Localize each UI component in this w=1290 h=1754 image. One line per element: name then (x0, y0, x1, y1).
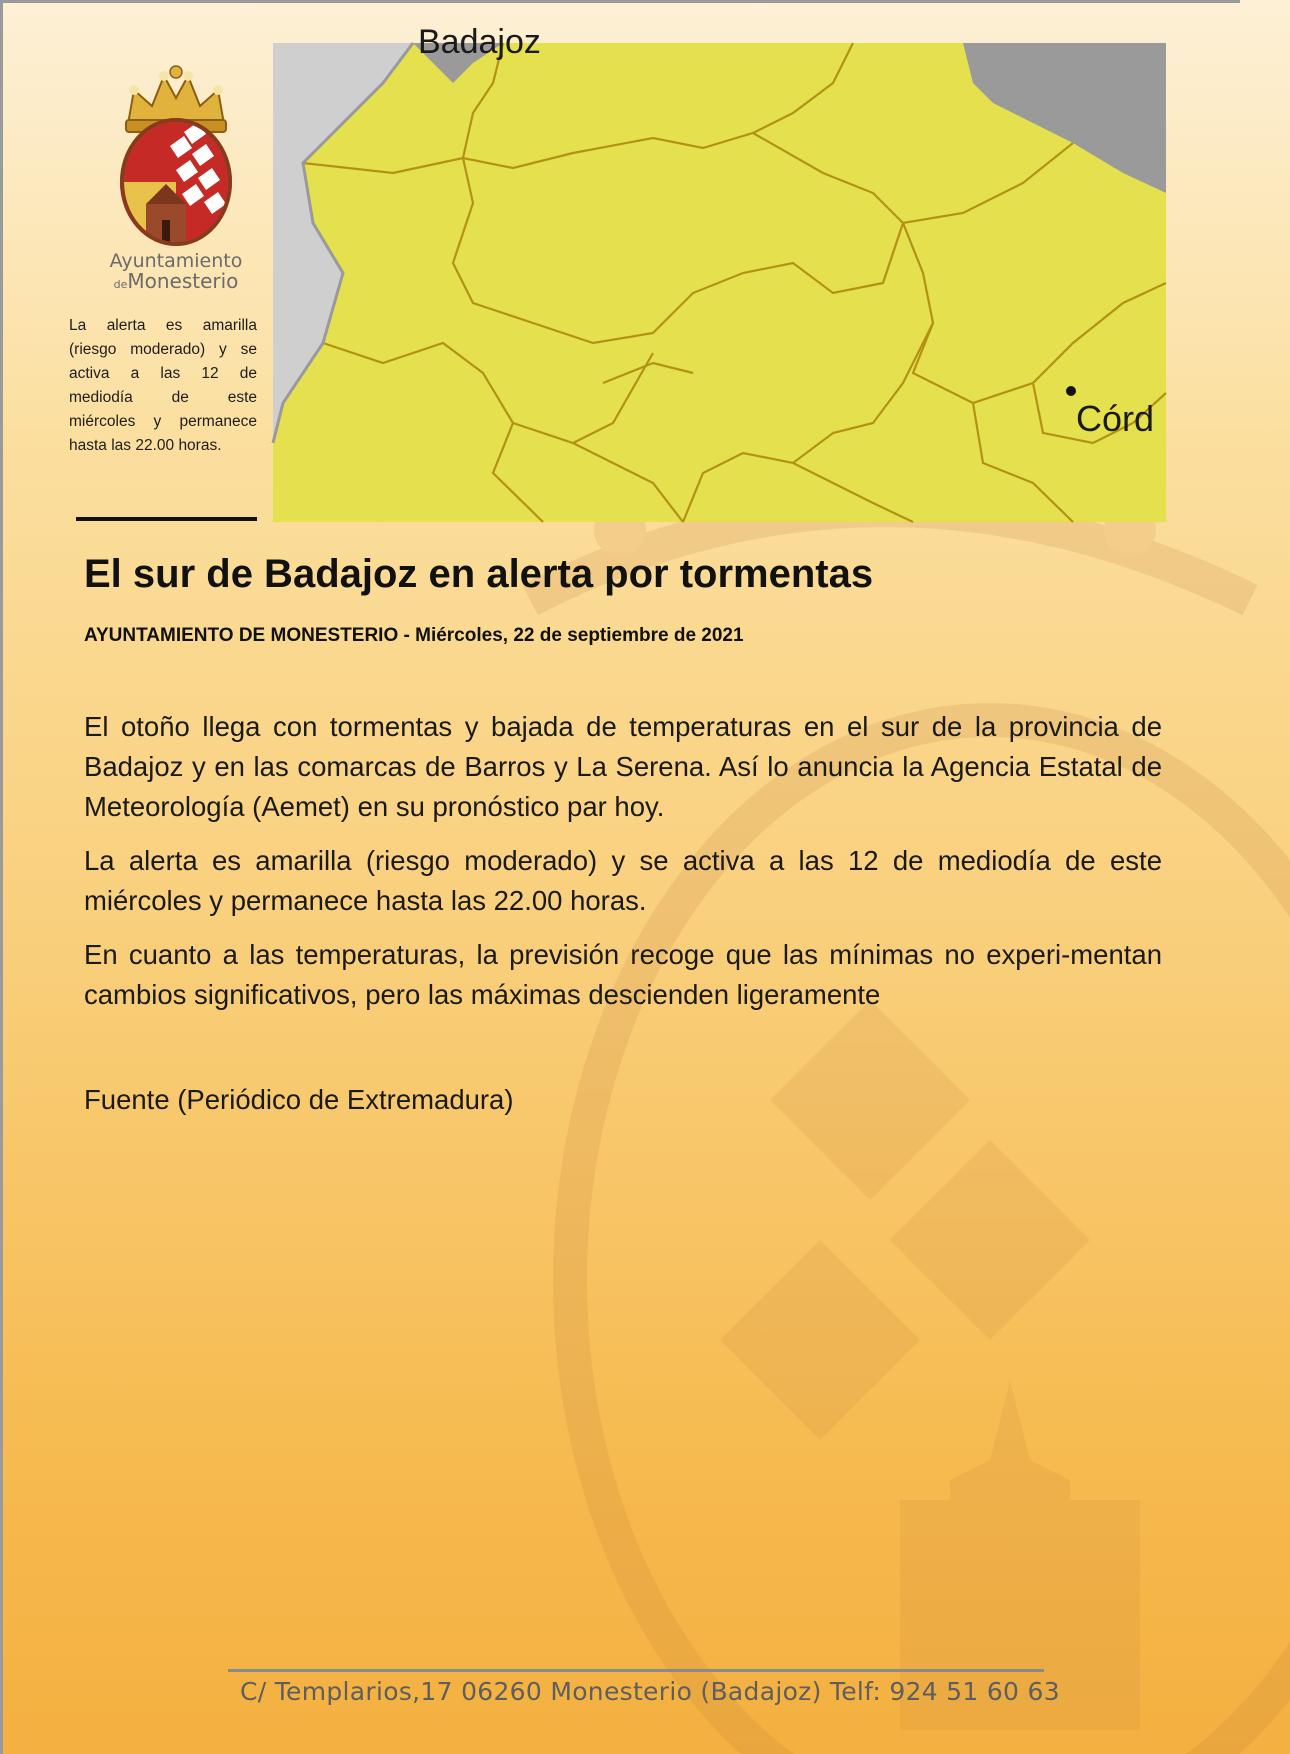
logo-text-ayuntamiento: Ayuntamiento (109, 250, 243, 272)
coat-of-arms-icon (106, 62, 246, 248)
article-paragraph: En cuanto a las temperaturas, la previsión recoge que las mínimas no experi-mentan cambios significativos, pero las máximas descienden ligeramente (84, 939, 1162, 1010)
footer-divider (228, 1669, 1044, 1672)
map-city-marker (1066, 386, 1076, 396)
article-body (84, 707, 1162, 1029)
footer-address: C/ Templarios,17 06260 Monesterio (Badajoz) Telf: 924 51 60 63 (240, 1677, 1060, 1706)
sidebar-alert-note: La alerta es amarilla (riesgo moderado) y se activa a las 12 de mediodía de este miércoles y permanece hasta las 22.00 horas. (69, 317, 257, 454)
municipality-logo (100, 62, 252, 291)
logo-text-town: Monesterio (127, 269, 239, 293)
article-title: El sur de Badajoz en alerta por tormentas (84, 552, 874, 596)
sidebar-divider (76, 517, 257, 521)
map-label-badajoz: Badajoz (418, 23, 541, 61)
logo-text-monesterio (100, 271, 252, 291)
article-source: Fuente (Periódico de Extremadura) (84, 1084, 514, 1115)
weather-alert-map (273, 23, 1166, 522)
article-paragraph: La alerta es amarilla (riesgo moderado) y se activa a las 12 de mediodía de este miércoles y permanece hasta las 22.00 horas. (84, 845, 1162, 916)
article-paragraph: El otoño llega con tormentas y bajada de temperaturas en el sur de la provincia de Badajoz y en las comarcas de Barros y La Serena. Así lo anuncia la Agencia Estatal de Meteorología (Aemet) en su pronóstico par hoy. (84, 711, 1162, 822)
map-label-cordoba: Córd (1076, 398, 1155, 439)
article-byline: AYUNTAMIENTO DE MONESTERIO - Miércoles, 22 de septiembre de 2021 (84, 625, 744, 646)
logo-text-de: de (113, 278, 128, 291)
